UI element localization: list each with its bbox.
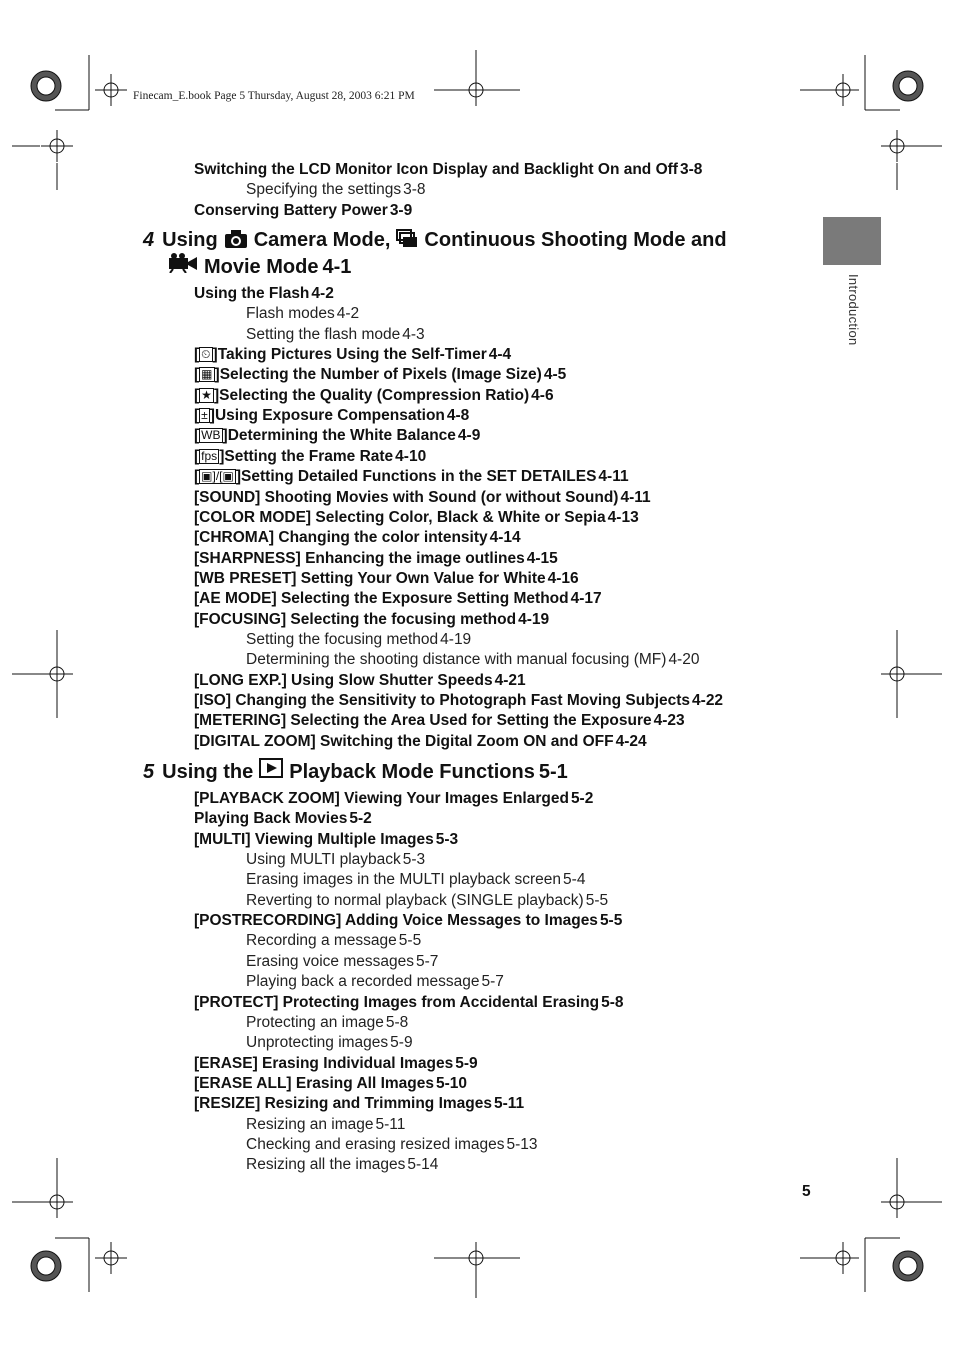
self-timer-icon: [ ⏲ ] (194, 346, 218, 364)
entry-title (246, 1155, 405, 1175)
entry-title-text: Reverting to normal playback (SINGLE playback) (246, 891, 584, 909)
entry-page: 4-19 (518, 610, 550, 628)
page-number: 5 (802, 1183, 811, 1200)
entry-title-text: [DIGITAL ZOOM] Switching the Digital Zoom ON and OFF (194, 732, 614, 750)
entry-page: 5-7 (481, 973, 504, 991)
entry-title (194, 993, 599, 1013)
entry-title-text: Switching the LCD Monitor Icon Display and Backlight On and Off (194, 161, 678, 178)
entry-page: 4-5 (543, 366, 567, 384)
entry-title (194, 711, 652, 731)
entry-page: 4-4 (488, 346, 512, 364)
entry-title (246, 325, 400, 345)
entry-title (194, 589, 569, 609)
entry-page: 5-5 (585, 891, 609, 909)
entry-page: 4-11 (620, 488, 651, 506)
entry-title (246, 1135, 504, 1155)
entry-title-text: [ERASE] Erasing Individual Images (194, 1054, 454, 1072)
entry-title (194, 1054, 453, 1074)
entry-page: 5-2 (570, 790, 594, 807)
entry-title (194, 1094, 492, 1114)
entry-page: 5-8 (601, 993, 624, 1011)
entry-page: 4-20 (668, 651, 700, 669)
chapter-page: 5-1 (538, 761, 568, 783)
quality-icon: [ ★ ] (194, 386, 220, 404)
entry-title (194, 809, 347, 829)
entry-title-text: [LONG EXP.] Using Slow Shutter Speeds (194, 671, 493, 689)
entry-page: 5-9 (455, 1054, 478, 1072)
entry-title (246, 952, 414, 972)
continuous-shooting-icon (396, 229, 418, 256)
entry-title-text: Using MULTI playback (246, 851, 401, 869)
entry-title (194, 830, 434, 850)
entry-page: 4-3 (402, 325, 425, 343)
camera-icon (224, 229, 248, 256)
entry-page: 4-22 (692, 692, 724, 709)
entry-title-text: Setting the Frame Rate (224, 447, 394, 465)
entry-title-text: Setting the flash mode (246, 325, 401, 343)
entry-title-text: Recording a message (246, 932, 397, 950)
chapter-number: 4 (143, 229, 155, 251)
entry-title-text: Erasing images in the MULTI playback screen (246, 871, 562, 889)
entry-title-text: Determining the shooting distance with manual focusing (MF) (246, 651, 667, 669)
entry-title-text: Erasing voice messages (246, 952, 414, 970)
entry-title-text: Using the Flash (194, 285, 310, 302)
chapter-title-part: Using (162, 229, 218, 251)
entry-title-text: Selecting the Number of Pixels (Image Size) (219, 366, 542, 384)
entry-page: 4-14 (489, 529, 521, 547)
entry-title (246, 304, 335, 324)
set-details-icon: [ ▣]/[▣ ] (194, 468, 242, 486)
entry-title (194, 671, 493, 691)
entry-title-text: Playing back a recorded message (246, 973, 480, 991)
entry-title-text: [ISO] Changing the Sensitivity to Photograph Fast Moving Subjects (194, 692, 691, 709)
section-label: Introduction (846, 274, 861, 346)
entry-title-text: [RESIZE] Resizing and Trimming Images (194, 1095, 492, 1113)
entry-title (246, 891, 584, 911)
entry-title (194, 1074, 434, 1094)
fps-icon: [ fps ] (194, 447, 225, 465)
entry-page: 5-7 (416, 952, 439, 970)
entry-title (246, 1033, 388, 1053)
chapter-page: 4-1 (322, 256, 352, 278)
entry-page: 4-19 (440, 630, 472, 648)
entry-title-text: [METERING] Selecting the Area Used for Setting the Exposure (194, 712, 652, 730)
entry-title (194, 201, 388, 221)
entry-page: 4-2 (336, 305, 360, 323)
entry-title (246, 650, 666, 670)
section-tab (823, 217, 881, 265)
entry-title (194, 508, 606, 528)
entry-title-text: Selecting the Quality (Compression Ratio) (219, 386, 530, 404)
entry-page: 5-3 (402, 851, 426, 869)
entry-title (246, 180, 401, 200)
entry-page: 5-2 (349, 810, 372, 828)
entry-title (246, 630, 438, 650)
entry-page: 5-5 (398, 932, 422, 950)
entry-page: 5-11 (494, 1095, 525, 1113)
entry-page: 5-8 (385, 1013, 409, 1031)
entry-title-text: Specifying the settings (246, 181, 402, 199)
entry-page: 4-17 (570, 590, 602, 608)
entry-title-text: Taking Pictures Using the Self-Timer (217, 346, 487, 364)
chapter-title-part: Movie Mode (204, 256, 319, 278)
entry-title (241, 467, 596, 487)
entry-title-text: Resizing an image (246, 1115, 374, 1133)
entry-page: 4-2 (311, 285, 334, 302)
entry-title (194, 160, 678, 180)
entry-page: 4-8 (446, 407, 470, 425)
chapter-title-part: Playback Mode Functions (289, 761, 535, 783)
entry-page: 5-11 (375, 1115, 406, 1133)
entry-page: 5-5 (599, 912, 623, 930)
entry-title-text: [SOUND] Shooting Movies with Sound (or without Sound) (194, 488, 619, 506)
entry-title (224, 447, 393, 467)
entry-title (194, 732, 614, 752)
entry-title (220, 365, 542, 385)
entry-title-text: [PLAYBACK ZOOM] Viewing Your Images Enlarged (194, 790, 569, 807)
entry-page: 3-8 (679, 161, 703, 178)
entry-title (194, 610, 516, 630)
entry-title-text: [CHROMA] Changing the color intensity (194, 529, 488, 547)
entry-title (218, 345, 487, 365)
entry-page: 3-9 (389, 201, 413, 219)
entry-page: 4-13 (607, 508, 639, 526)
playback-icon (259, 758, 283, 785)
entry-title-text: Unprotecting images (246, 1034, 389, 1052)
entry-title (215, 406, 445, 426)
entry-title-text: [ERASE ALL] Erasing All Images (194, 1074, 435, 1092)
entry-page: 4-16 (547, 569, 579, 587)
entry-page: 5-10 (436, 1074, 468, 1092)
entry-page: 4-6 (531, 386, 554, 404)
entry-page: 5-13 (506, 1135, 538, 1153)
entry-page: 4-21 (494, 671, 526, 689)
chapter-number: 5 (143, 761, 155, 783)
entry-title (194, 528, 488, 548)
entry-page: 5-4 (563, 871, 586, 889)
entry-page: 5-14 (407, 1156, 439, 1174)
entry-title (194, 691, 690, 711)
entry-title (194, 569, 546, 589)
white-balance-icon: [ WB ] (194, 427, 228, 445)
chapter-title-part: Camera Mode, (253, 229, 391, 251)
entry-page: 4-24 (615, 732, 647, 750)
entry-title-text: [FOCUSING] Selecting the focusing method (194, 610, 517, 628)
chapter-title-part: Using the (162, 761, 254, 783)
entry-title-text: Protecting an image (246, 1013, 384, 1031)
entry-title-text: [WB PRESET] Setting Your Own Value for White (194, 569, 546, 587)
entry-page: 5-9 (390, 1034, 413, 1052)
entry-page: 4-11 (598, 468, 629, 486)
movie-icon (168, 253, 198, 280)
entry-title-text: Using Exposure Compensation (214, 407, 445, 425)
entry-title (246, 1013, 384, 1033)
entry-title-text: Checking and erasing resized images (246, 1135, 505, 1153)
entry-title-text: Setting the focusing method (246, 630, 439, 648)
entry-title (194, 284, 309, 304)
entry-page: 4-15 (526, 549, 558, 567)
entry-title-text: [COLOR MODE] Selecting Color, Black & White or Sepia (194, 508, 606, 526)
entry-title-text: [POSTRECORDING] Adding Voice Messages to Images (194, 912, 598, 930)
entry-title-text: [AE MODE] Selecting the Exposure Setting Method (194, 590, 569, 608)
entry-title (194, 789, 569, 809)
entry-page: 4-23 (653, 712, 685, 730)
entry-title-text: Setting Detailed Functions in the SET DETAILES (241, 468, 597, 486)
entry-page: 3-8 (403, 181, 426, 199)
entry-title-text: [PROTECT] Protecting Images from Accidental Erasing (194, 993, 600, 1011)
entry-page: 5-3 (435, 830, 459, 848)
entry-title-text: Flash modes (246, 305, 335, 323)
entry-title-text: [SHARPNESS] Enhancing the image outlines (194, 549, 525, 567)
entry-title (219, 386, 529, 406)
entry-page: 4-9 (457, 427, 481, 445)
entry-title (246, 972, 480, 992)
image-size-icon: [ ▦ ] (194, 366, 220, 384)
entry-title-text: [MULTI] Viewing Multiple Images (194, 830, 434, 848)
entry-title (194, 911, 598, 931)
entry-title-text: Conserving Battery Power (194, 201, 388, 219)
entry-title (246, 1115, 374, 1135)
exposure-comp-icon: [ ± ] (194, 407, 215, 425)
chapter-title-part: Continuous Shooting Mode and (424, 229, 727, 251)
entry-title (228, 426, 456, 446)
entry-title-text: Playing Back Movies (194, 810, 348, 828)
entry-title (246, 850, 401, 870)
entry-title (194, 488, 618, 508)
entry-title (246, 931, 397, 951)
entry-title (246, 870, 561, 890)
entry-title-text: Determining the White Balance (227, 427, 456, 445)
file-info-header: Finecam_E.book Page 5 Thursday, August 28, 2003 6:21 PM (133, 90, 415, 102)
entry-title (194, 549, 525, 569)
entry-title-text: Resizing all the images (246, 1156, 406, 1174)
entry-page: 4-10 (395, 447, 427, 465)
